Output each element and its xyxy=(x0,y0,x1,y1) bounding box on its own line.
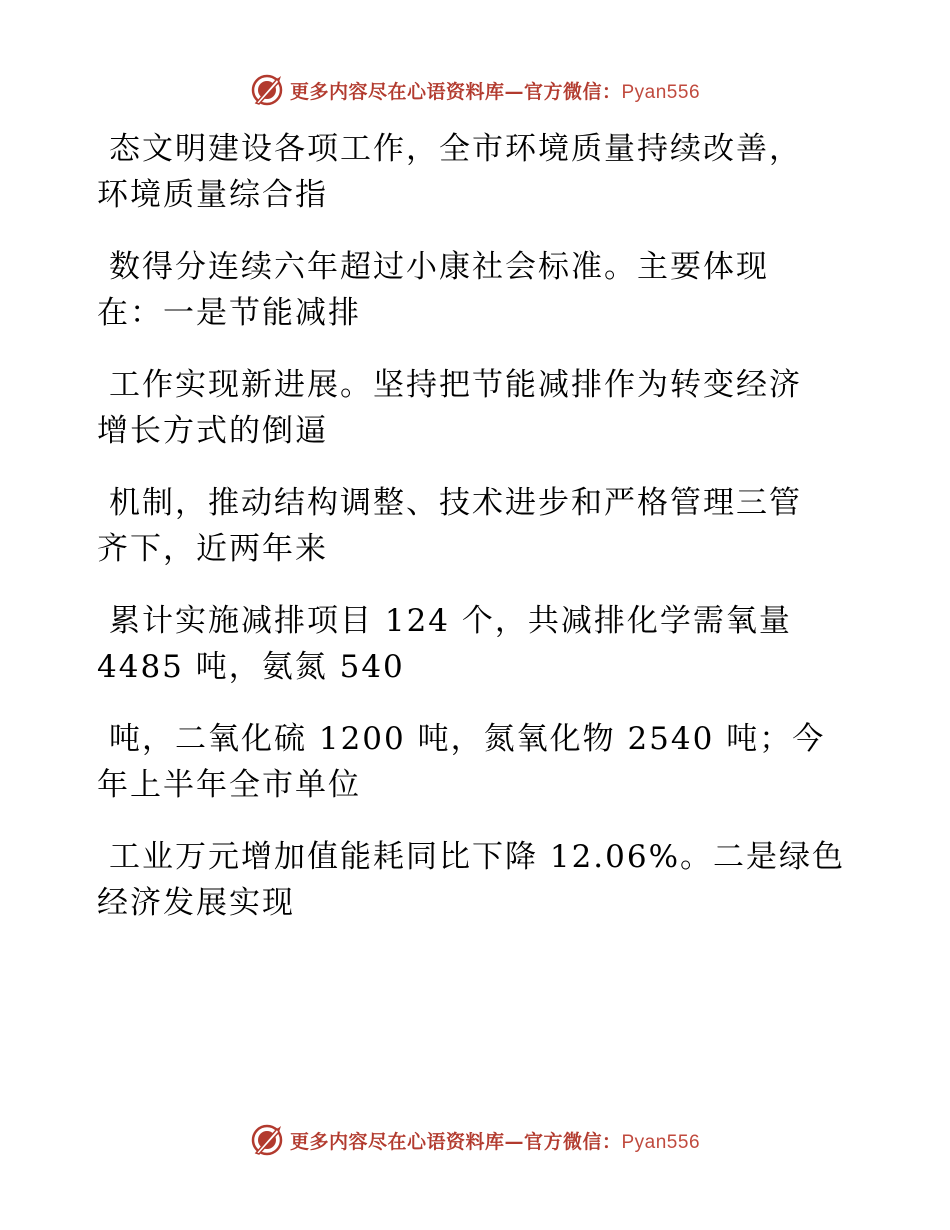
text-line: 经济发展实现 xyxy=(97,885,295,921)
paragraph-2 xyxy=(97,244,857,336)
footer-watermark xyxy=(0,1120,950,1160)
text-line: 4485 吨，氨氮 540 xyxy=(97,649,405,685)
text-line: 增长方式的倒逼 xyxy=(97,413,328,449)
paragraph-3 xyxy=(97,362,857,454)
header-watermark xyxy=(0,70,950,110)
paragraph-7 xyxy=(97,834,857,926)
paragraph-4 xyxy=(97,480,857,572)
quill-pen-logo-icon xyxy=(250,1123,284,1157)
text-line: 在：一是节能减排 xyxy=(97,295,361,331)
text-line: 年上半年全市单位 xyxy=(97,767,361,803)
watermark-contact: Pyan556 xyxy=(621,1131,701,1153)
quill-pen-logo-icon xyxy=(250,73,284,107)
text-line: 机制，推动结构调整、技术进步和严格管理三管 xyxy=(109,485,802,521)
text-line: 态文明建设各项工作，全市环境质量持续改善， xyxy=(109,131,802,167)
text-line: 工作实现新进展。坚持把节能减排作为转变经济 xyxy=(109,367,802,403)
document-body xyxy=(97,126,857,952)
text-line: 累计实施减排项目 124 个，共减排化学需氧量 xyxy=(109,603,792,639)
text-line: 齐下，近两年来 xyxy=(97,531,328,567)
watermark-text: 更多内容尽在心语资料库—官方微信：Pyan556 xyxy=(289,1130,701,1153)
paragraph-1 xyxy=(97,126,857,218)
paragraph-6 xyxy=(97,716,857,808)
watermark-contact: Pyan556 xyxy=(621,81,701,103)
text-line: 吨，二氧化硫 1200 吨，氮氧化物 2540 吨；今 xyxy=(109,721,826,757)
paragraph-5 xyxy=(97,598,857,690)
watermark-text: 更多内容尽在心语资料库—官方微信：Pyan556 xyxy=(289,80,701,103)
text-line: 环境质量综合指 xyxy=(97,177,328,213)
text-line: 工业万元增加值能耗同比下降 12.06%。二是绿色 xyxy=(109,839,846,875)
text-line: 数得分连续六年超过小康社会标准。主要体现 xyxy=(109,249,769,285)
